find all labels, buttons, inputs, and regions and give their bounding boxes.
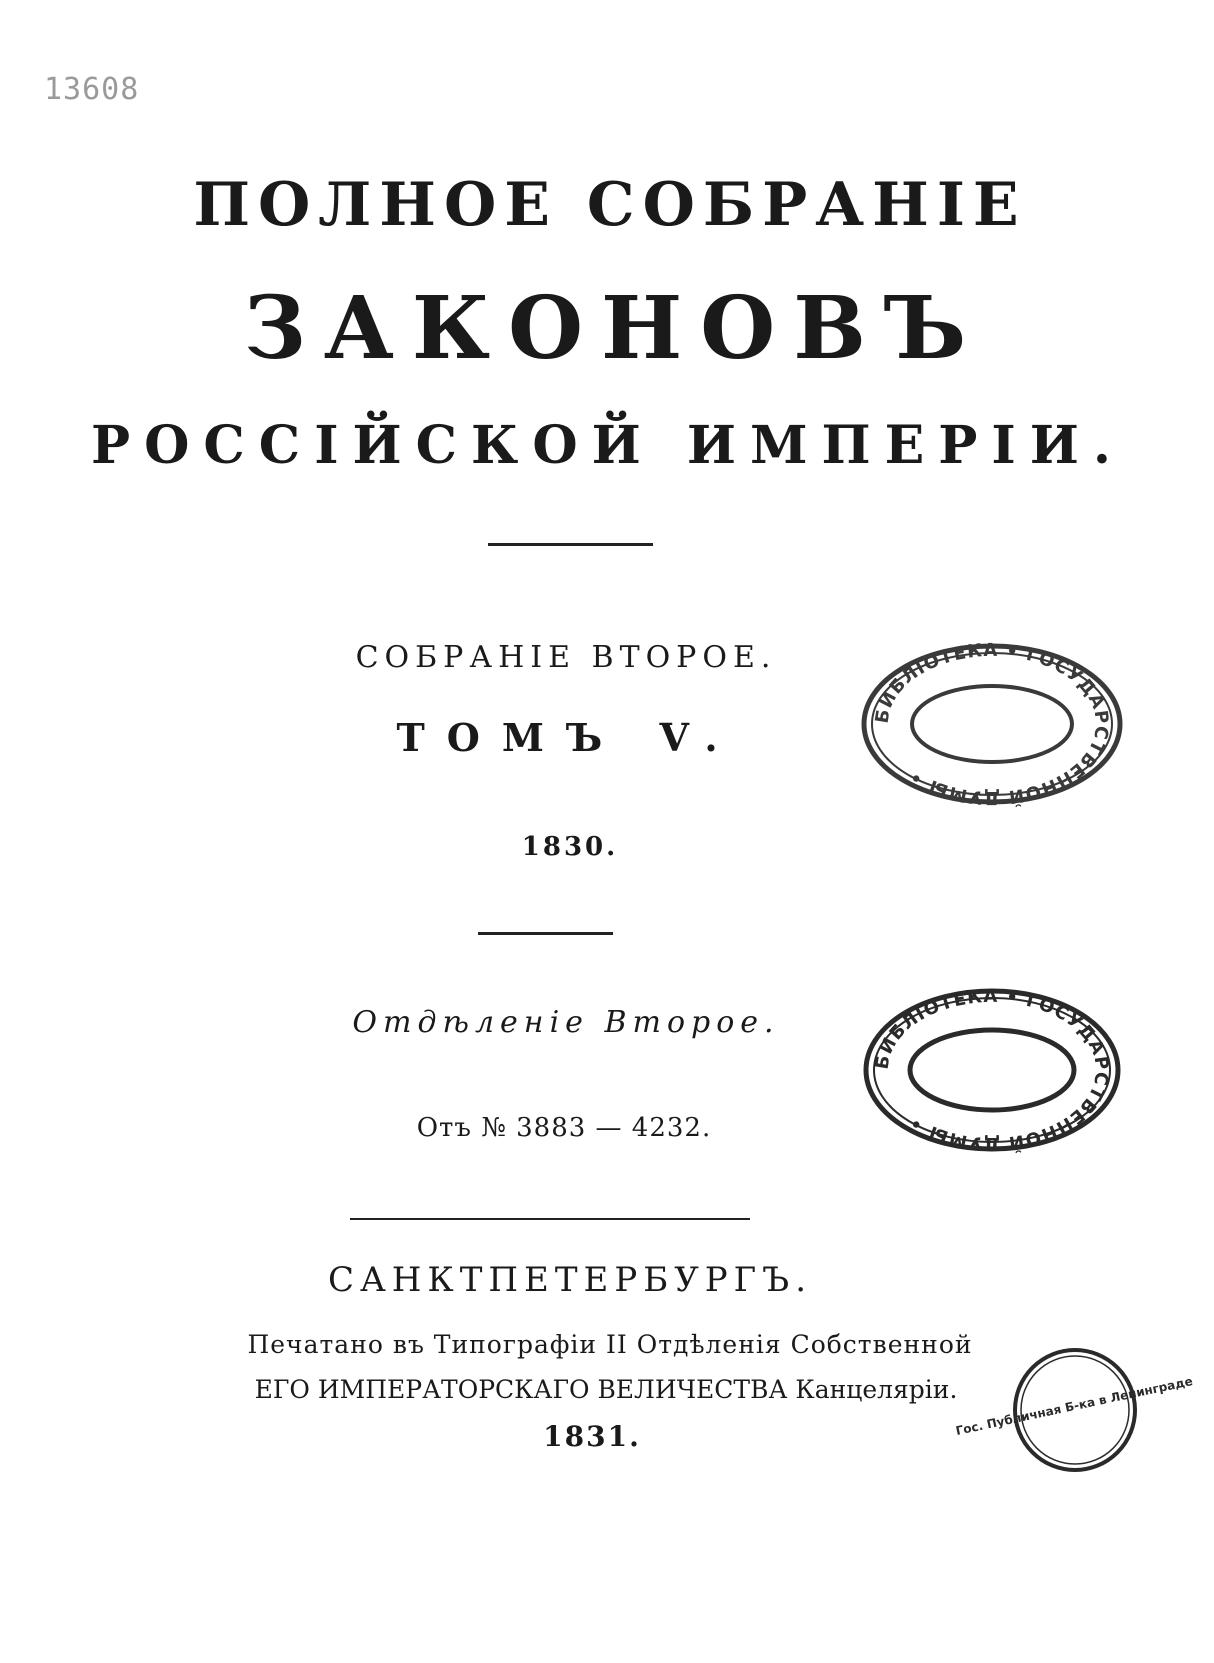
divider-rule-1 xyxy=(488,543,653,546)
inventory-number: 13608 xyxy=(44,72,140,107)
law-number-range: Отъ № 3883 — 4232. xyxy=(416,1113,712,1143)
imprint-year: 1831. xyxy=(543,1420,641,1453)
library-stamp-1 xyxy=(858,640,1126,808)
title-line-2: ЗАКОНОВЪ xyxy=(243,278,985,379)
divider-rule-3 xyxy=(350,1218,750,1220)
imprint-city: САНКТПЕТЕРБУРГЪ. xyxy=(327,1260,812,1300)
stamp-1-text: БИБЛІОТЕКА • ГОСУДАРСТВЕННОЙ ДУМЫ • xyxy=(871,640,1113,808)
stamp-3-text: Гос. Публичная Б-ка в Ленинграде xyxy=(954,1374,1194,1439)
volume-year: 1830. xyxy=(521,832,619,862)
volume-label: ТОМЪ V. xyxy=(396,715,740,760)
library-stamp-3 xyxy=(954,1345,1194,1475)
library-stamp-2 xyxy=(860,985,1124,1155)
imprint-printed-line-1: Печатано въ Типографіи II Отдѣленія Собственной xyxy=(247,1330,973,1359)
stamp-2-text: БИБЛІОТЕКА • ГОСУДАРСТВЕННОЙ ДУМЫ • xyxy=(871,985,1113,1155)
collection-label: СОБРАНІЕ ВТОРОЕ. xyxy=(355,640,777,675)
divider-rule-2 xyxy=(478,932,613,935)
department-label: Отдѣленіе Второе. xyxy=(352,1005,780,1040)
imprint-printed-line-2: ЕГО ИМПЕРАТОРСКАГО ВЕЛИЧЕСТВА Канцеляріи. xyxy=(254,1375,958,1404)
title-line-1: ПОЛНОЕ СОБРАНІЕ xyxy=(193,170,1027,240)
title-line-3: РОССІЙСКОЙ ИМПЕРІИ. xyxy=(91,415,1125,476)
